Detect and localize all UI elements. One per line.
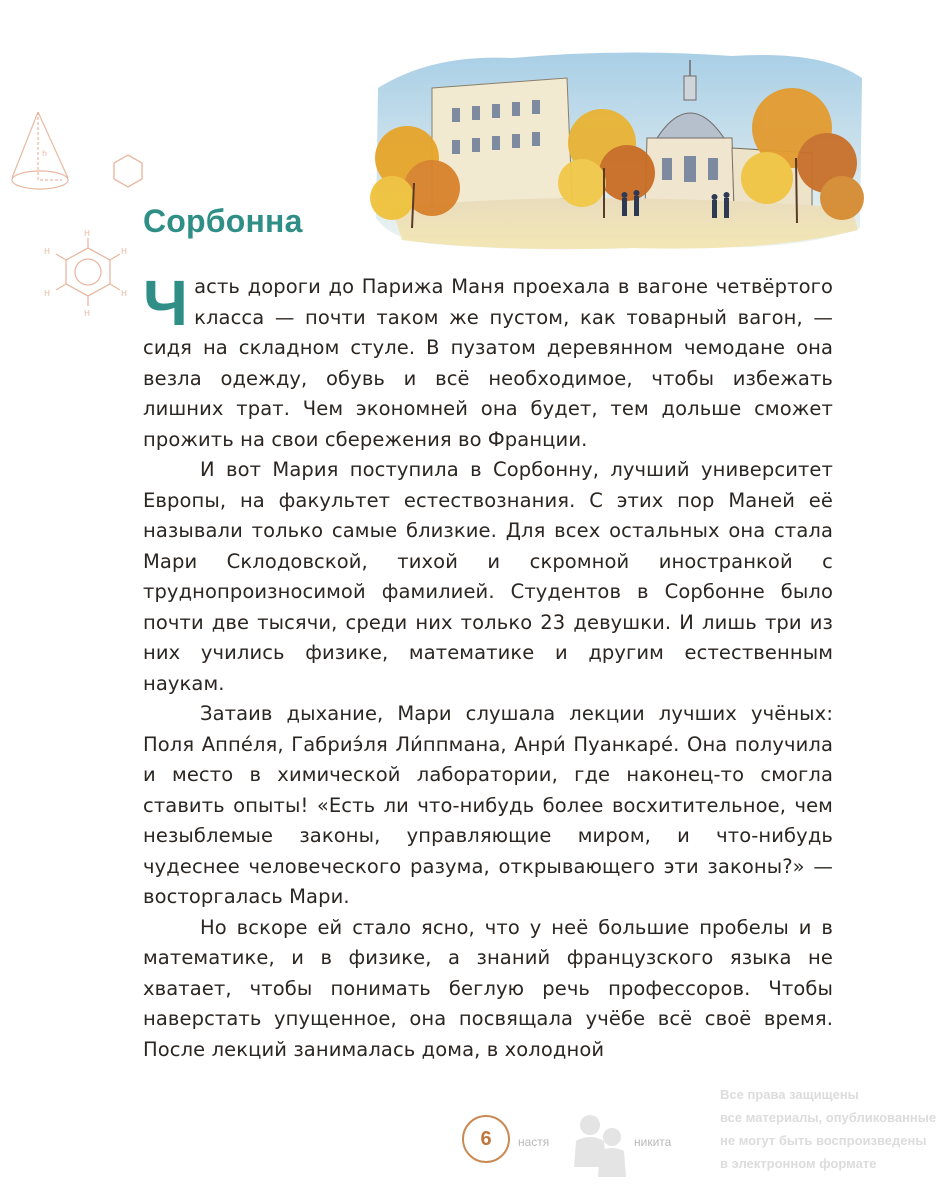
svg-text:H: H xyxy=(44,247,51,256)
paragraph: Затаив дыхание, Мари слушала лекции лучших учёных: Поля Аппе́ля, Габриэ́ля Ли́ппмана, Анри́ Пуанкаре́. Она получила и место в химической лаборатории, где наконец-то смогла ставить опыты! «Есть ли что-нибудь более восхитительное, чем незыблемые законы, управляющие миром, и что-нибудь чудеснее человеческого разума, открывающего эти законы?» — восторгалась Мари. xyxy=(143,702,833,908)
brand-name-right: никита xyxy=(634,1135,672,1149)
svg-text:H: H xyxy=(121,247,128,256)
science-doodles xyxy=(0,100,150,350)
drop-cap: Ч xyxy=(143,267,189,339)
paragraph: Но вскоре ей стало ясно, что у неё большие пробелы и в математике, и в физике, а знаний французского языка не хватает, чтобы понимать беглую речь профессоров. Чтобы наверстать упущенное, она посвящала учёбе всё своё время. После лекций занималась дома, в холодной xyxy=(143,915,833,1061)
copyright-watermark xyxy=(720,1083,936,1175)
svg-text:h: h xyxy=(42,149,48,158)
svg-text:H: H xyxy=(44,289,51,298)
watermark-line: все материалы, опубликованные xyxy=(720,1110,936,1125)
benzene-molecule-icon xyxy=(44,229,127,318)
svg-text:H: H xyxy=(84,309,91,318)
svg-text:H: H xyxy=(121,289,128,298)
watermark-line: не могут быть воспроизведены xyxy=(720,1133,927,1148)
paragraph: И вот Мария поступила в Сорбонну, лучший университет Европы, на факультет естествознания. С этих пор Маней её называли только самые близкие. Для всех остальных она стала Мари Склодовской, тихой и скромной иностранкой с труднопроизносимой фамилией. Студентов в Сорбонне было почти две тысячи, среди них только 23 девушки. И лишь три из них учились физике, математике и другим естественным наукам. xyxy=(143,458,833,695)
brand-children-icon xyxy=(566,1107,636,1187)
hexagon-icon xyxy=(114,155,142,187)
paragraph-text: асть дороги до Парижа Маня проехала в вагоне четвёртого класса — почти таком же пустом, как товарный вагон, — сидя на складном стуле. В пузатом деревянном чемодане она везла одежду, обувь и всё необходимое, чтобы избежать лишних трат. Чем экономней она будет, тем дольше сможет прожить на свои сбережения во Франции. xyxy=(143,275,833,451)
sorbonne-illustration xyxy=(372,48,864,253)
paragraph xyxy=(143,267,833,455)
watermark-line: Все права защищены xyxy=(720,1087,859,1102)
svg-text:H: H xyxy=(84,229,91,238)
body-text xyxy=(143,267,833,1065)
cone-icon xyxy=(12,112,68,189)
chapter-title: Сорбонна xyxy=(143,203,303,239)
brand-name-left: настя xyxy=(518,1135,550,1149)
watermark-line: в электронном формате xyxy=(720,1156,877,1171)
page-number: 6 xyxy=(462,1115,510,1163)
